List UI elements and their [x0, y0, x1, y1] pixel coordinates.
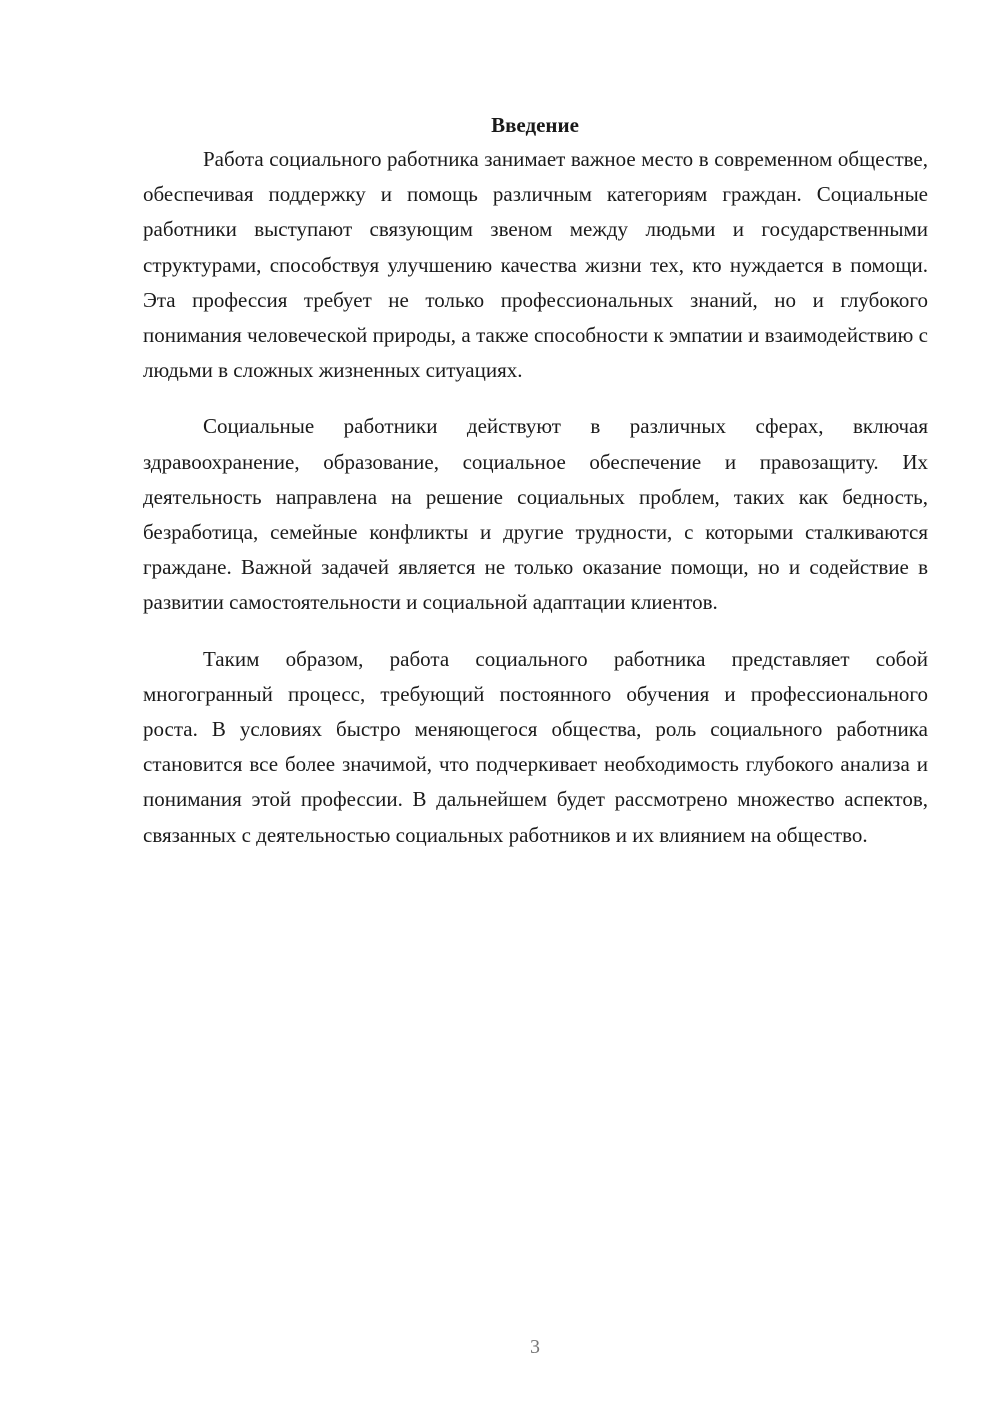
paragraph-3: Таким образом, работа социального работника представляет собой многогранный процесс, требующий постоянного обучения и профессионального роста. В условиях быстро меняющегося общества, роль социального работника становится все более значимой, что подчеркивает необходимость глубокого анализа и понимания этой профессии. В дальнейшем будет рассмотрено множество аспектов, связанных с деятельностью социальных работников и их влиянием на общество.	[143, 646, 928, 847]
body-text	[143, 142, 928, 853]
paragraph-1: Работа социального работника занимает важное место в современном обществе, обеспечивая поддержку и помощь различным категориям граждан. Социальные работники выступают связующим звеном между людьми и государственными структурами, способствуя улучшению качества жизни тех, кто нуждается в помощи. Эта профессия требует не только профессиональных знаний, но и глубокого понимания человеческой природы, а также способности к эмпатии и взаимодействию с людьми в сложных жизненных ситуациях.	[143, 147, 928, 383]
paragraph-2: Социальные работники действуют в различных сферах, включая здравоохранение, образование, социальное обеспечение и правозащиту. Их деятельность направлена на решение социальных проблем, таких как бедность, безработица, семейные конфликты и другие трудности, с которыми сталкиваются граждане. Важной задачей является не только оказание помощи, но и содействие в развитии самостоятельности и социальной адаптации клиентов.	[143, 414, 928, 615]
section-title: Введение	[491, 113, 579, 138]
page-number: 3	[530, 1336, 540, 1358]
